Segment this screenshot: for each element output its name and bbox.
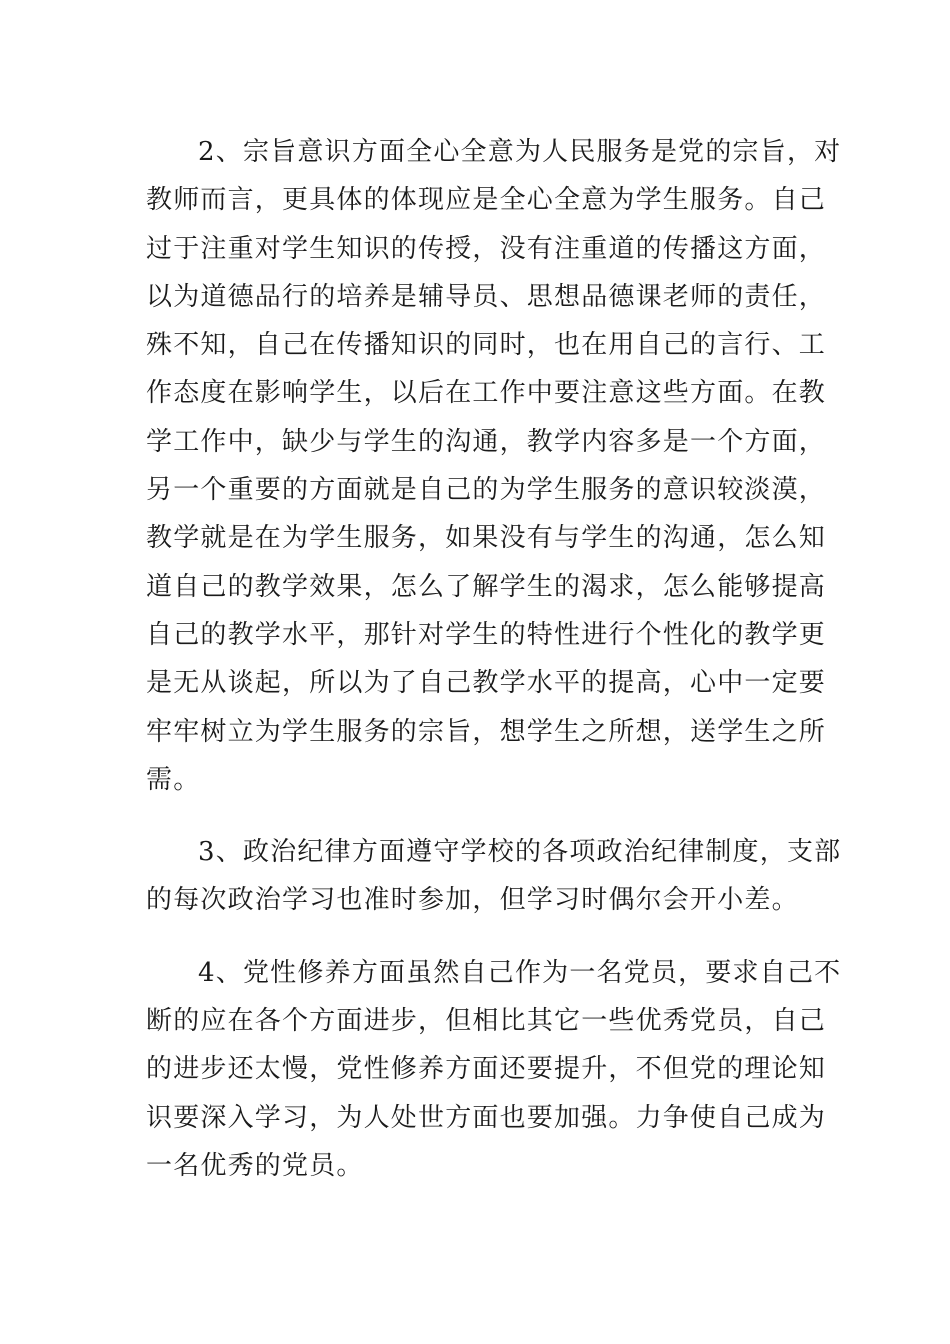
paragraph-spacer <box>146 925 786 949</box>
text-line: 自己的教学水平，那针对学生的特性进行个性化的教学更 <box>146 619 827 650</box>
text-line: 一名优秀的党员。 <box>146 1150 364 1181</box>
text-line: 道自己的教学效果，怎么了解学生的渴求，怎么能够提高 <box>146 571 827 602</box>
text-line: 学工作中，缺少与学生的沟通，教学内容多是一个方面， <box>146 426 827 457</box>
text-line: 殊不知，自己在传播知识的同时，也在用自己的言行、工 <box>146 330 827 361</box>
text-line: 以为道德品行的培养是辅导员、思想品德课老师的责任， <box>146 281 827 312</box>
text-line: 牢牢树立为学生服务的宗旨，想学生之所想，送学生之所 <box>146 716 827 747</box>
text-line: 另一个重要的方面就是自己的为学生服务的意识较淡漠， <box>146 475 827 506</box>
paragraph-political-discipline <box>146 828 842 925</box>
paragraph-party-cultivation <box>146 949 842 1190</box>
text-line: 断的应在各个方面进步，但相比其它一些优秀党员，自己 <box>146 1006 827 1037</box>
text-line: 的每次政治学习也准时参加，但学习时偶尔会开小差。 <box>146 885 799 916</box>
text-line: 是无从谈起，所以为了自己教学水平的提高，心中一定要 <box>146 668 827 699</box>
paragraph-purpose-awareness <box>146 128 842 804</box>
text-line: 4、党性修养方面虽然自己作为一名党员，要求自己不 <box>198 957 842 988</box>
document-body <box>146 128 842 1190</box>
text-line: 的进步还太慢，党性修养方面还要提升，不但党的理论知 <box>146 1054 827 1085</box>
text-line: 识要深入学习，为人处世方面也要加强。力争使自己成为 <box>146 1102 827 1133</box>
text-line: 3、政治纪律方面遵守学校的各项政治纪律制度，支部 <box>198 837 842 868</box>
text-line: 教学就是在为学生服务，如果没有与学生的沟通，怎么知 <box>146 523 827 554</box>
text-line: 作态度在影响学生，以后在工作中要注意这些方面。在教 <box>146 378 827 409</box>
text-line: 2、宗旨意识方面全心全意为人民服务是党的宗旨，对 <box>198 137 842 167</box>
text-line: 过于注重对学生知识的传授，没有注重道的传播这方面， <box>146 233 827 264</box>
text-line: 需。 <box>146 764 201 795</box>
text-line: 教师而言，更具体的体现应是全心全意为学生服务。自己 <box>146 185 827 216</box>
paragraph-spacer <box>146 804 786 828</box>
